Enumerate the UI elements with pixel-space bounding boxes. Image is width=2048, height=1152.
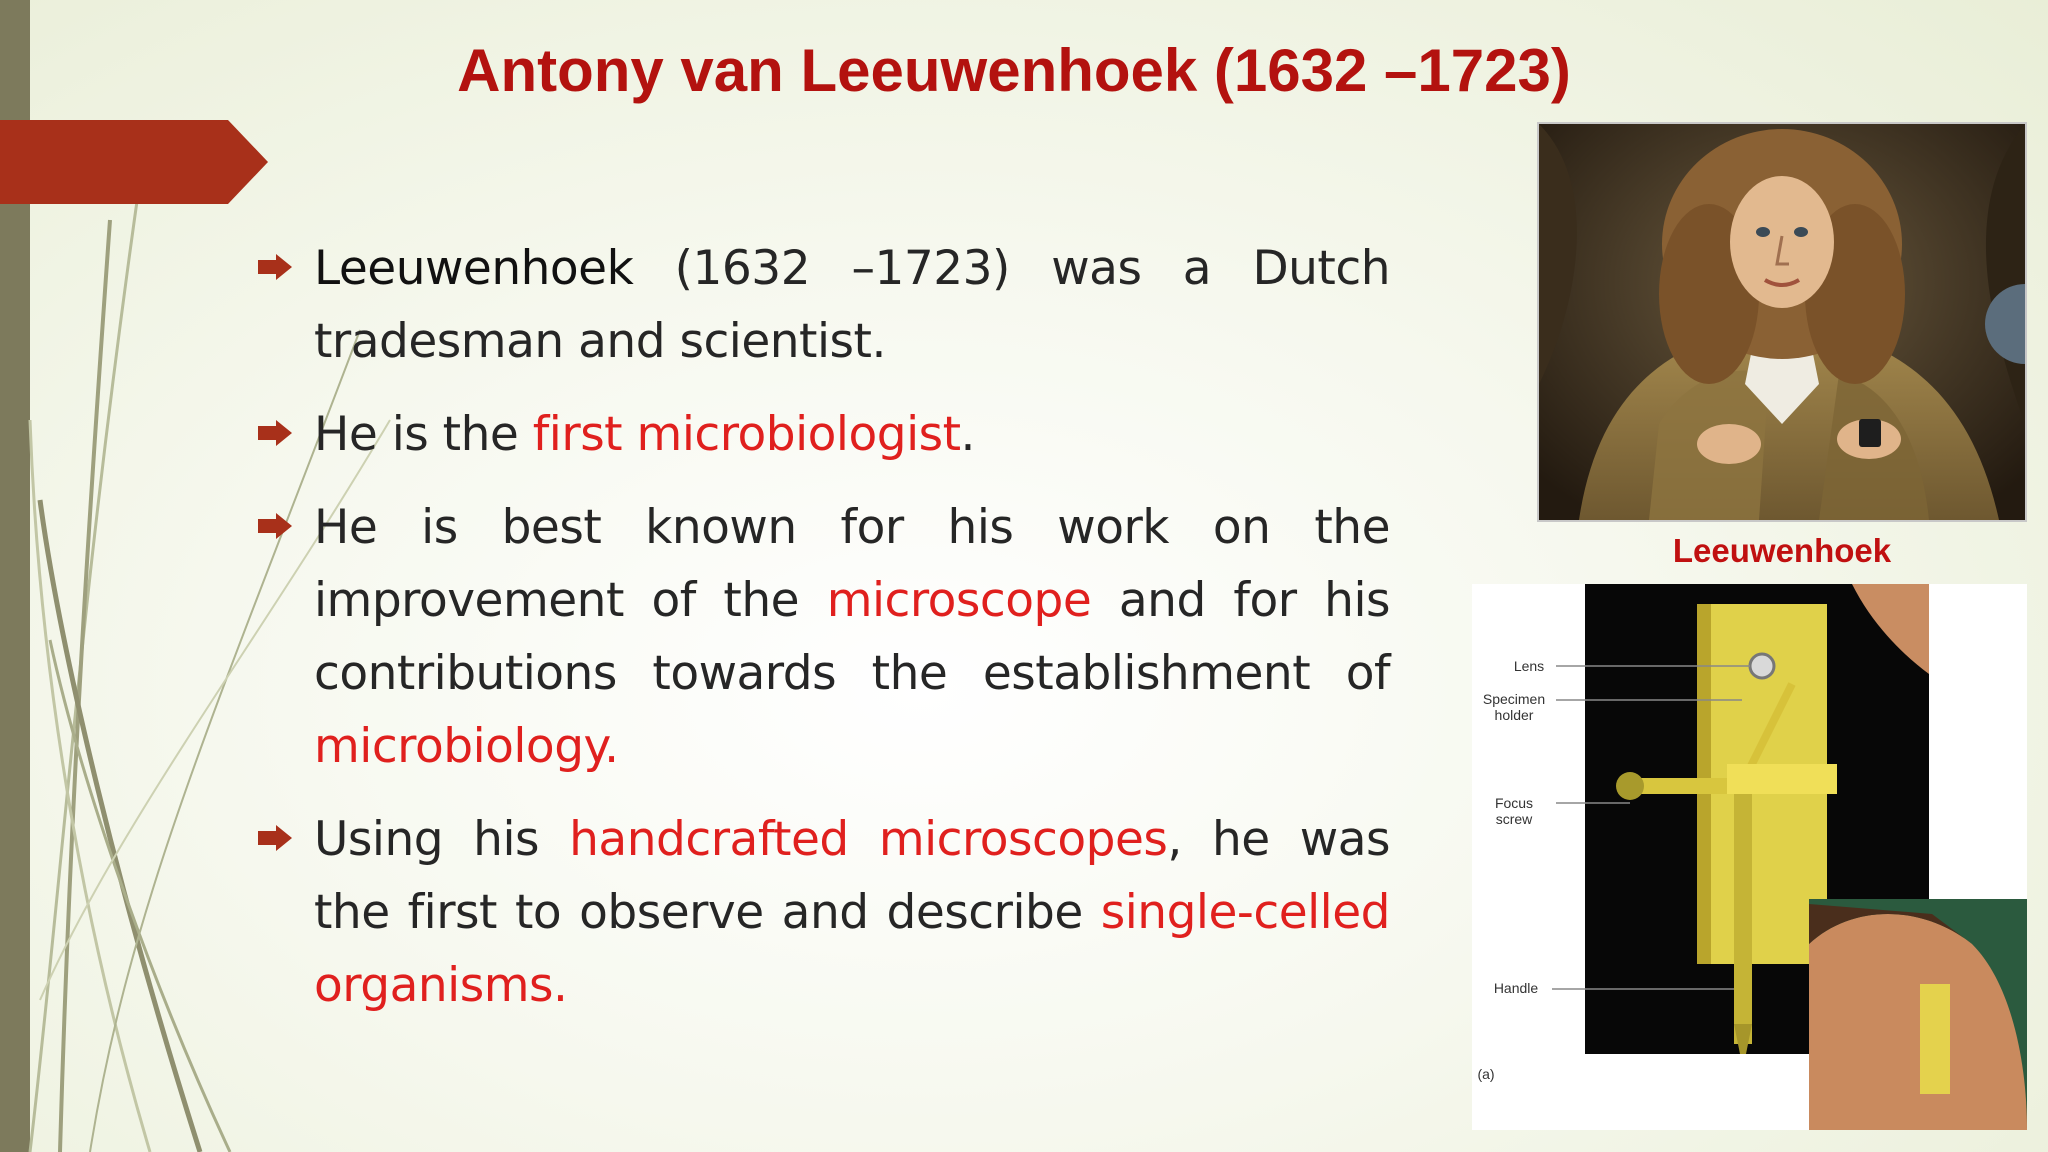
label-lens: Lens (1513, 658, 1545, 674)
bullet-text-segment: He is best known for his work on the improvement of the (314, 500, 1390, 628)
bullet-text (314, 232, 1390, 378)
portrait-caption: Leeuwenhoek (1672, 532, 1892, 569)
bullet-item (258, 398, 1390, 471)
bullet-text-segment: (1632 –1723) was a Dutch tradesman and scientist. (314, 241, 1390, 369)
label-handle: Handle (1493, 980, 1539, 996)
bullet-item (258, 491, 1390, 783)
slide-title: Antony van Leeuwenhoek (1632 –1723) (457, 37, 1571, 104)
right-arrow-icon (258, 491, 314, 544)
bullet-text (314, 491, 1390, 783)
bullet-list (258, 232, 1390, 1042)
bullet-text (314, 398, 1390, 471)
bullet-text (314, 803, 1390, 1022)
right-arrow-icon (258, 803, 314, 856)
bullet-item (258, 803, 1390, 1022)
right-arrow-icon (258, 232, 314, 285)
bullet-text-segment: and for his contributions towards the establishment of (314, 573, 1391, 701)
highlight-text: single-celled organisms. (314, 885, 1390, 1013)
bullet-name: Leeuwenhoek (314, 241, 634, 296)
portrait-image (1537, 122, 2027, 522)
highlight-text: microbiology. (314, 719, 619, 774)
right-arrow-icon (258, 398, 314, 451)
title-ribbon (0, 120, 268, 204)
label-panel-a: (a) (1477, 1066, 1495, 1082)
highlight-text: microscope (826, 573, 1092, 628)
label-specimen-holder: Specimen holder (1482, 691, 1546, 723)
bullet-text-segment: Using his (314, 812, 570, 867)
bullet-text-segment: , he was the first to observe and describe (314, 812, 1390, 940)
bullet-text-segment: . (960, 407, 975, 462)
microscope-figure (1472, 584, 2027, 1130)
highlight-text: handcrafted microscopes (569, 812, 1168, 867)
label-focus-screw: Focus screw (1494, 795, 1534, 827)
highlight-text: first microbiologist (532, 407, 961, 462)
bullet-text-segment: He is the (314, 407, 533, 462)
bullet-item (258, 232, 1390, 378)
